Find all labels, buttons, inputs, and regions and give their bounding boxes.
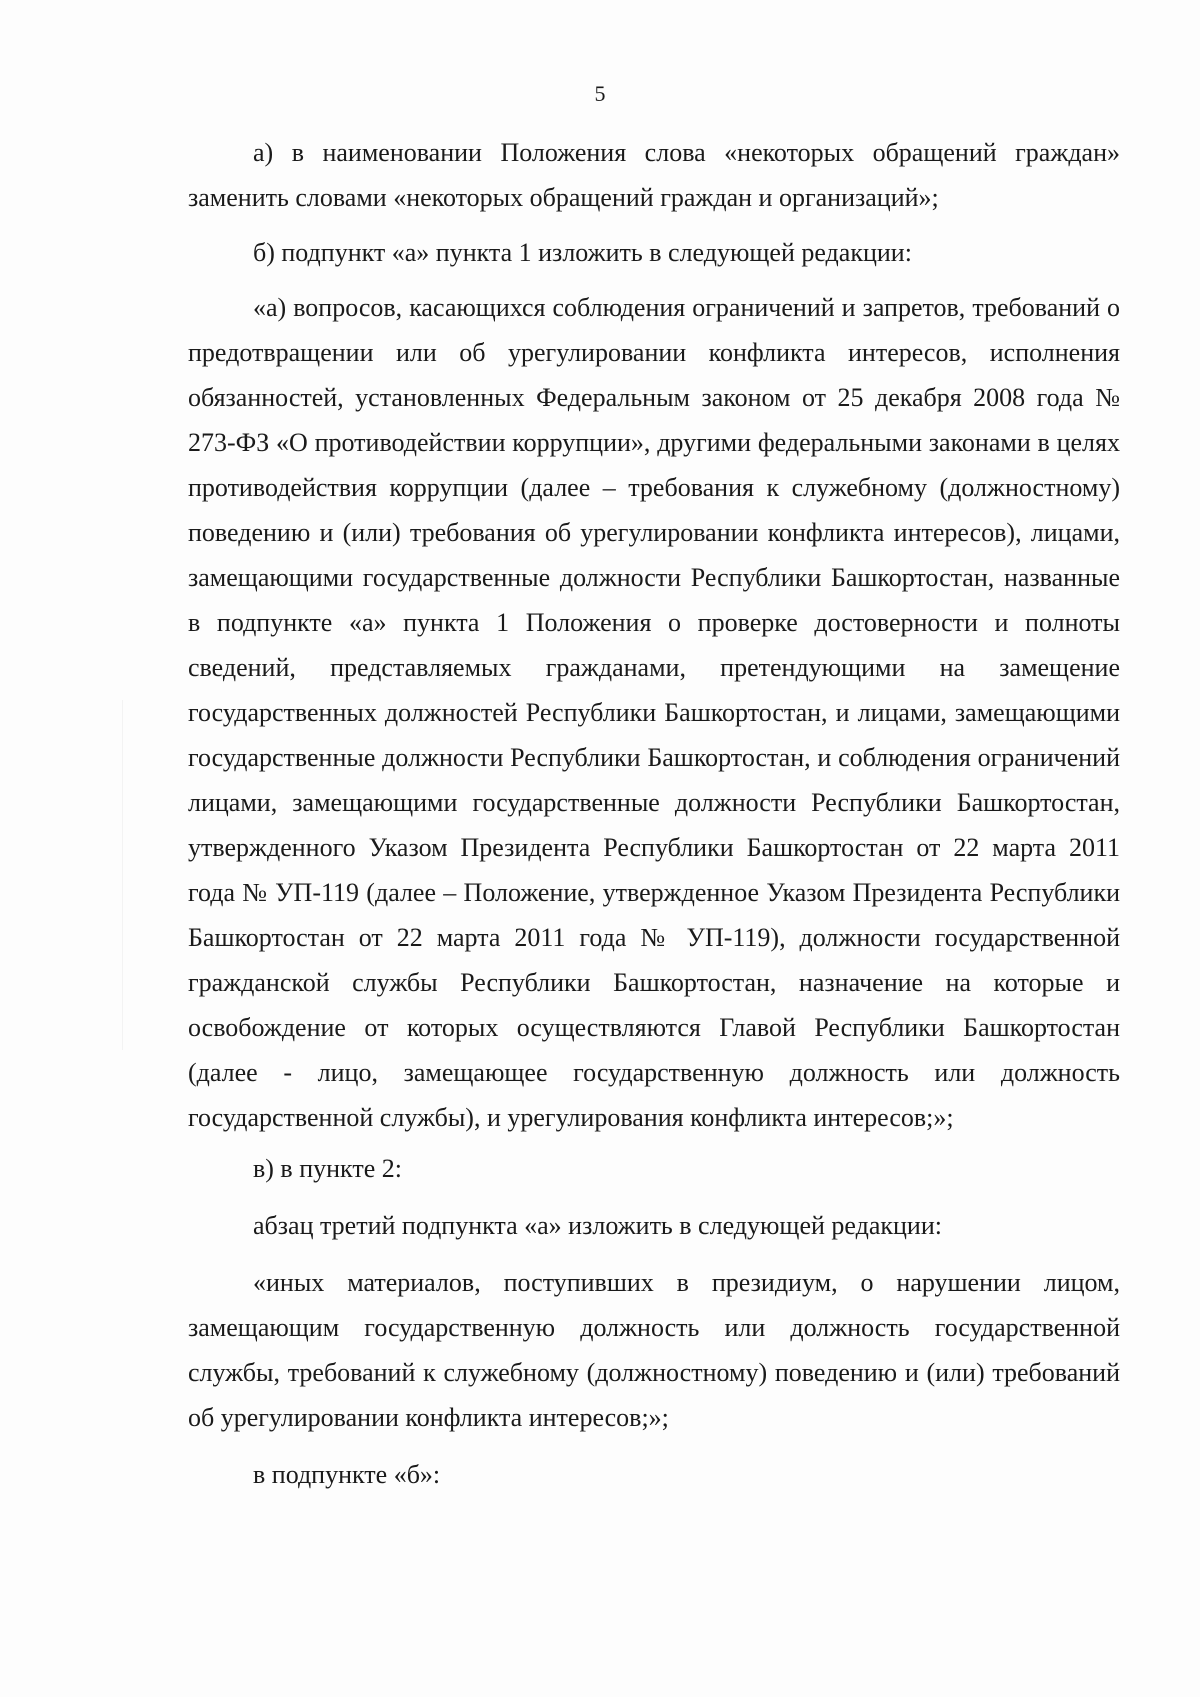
paragraph-quoted-inyh-materialov: «иных материалов, поступивших в президиум, о нарушении лицом, замещающим государственную должность или должность государственной службы, требований к служебному (должностному) поведению и (или) требований об урегулировании конфликта интересов;»; <box>188 1268 1120 1432</box>
paragraph-item-b: б) подпункт «а» пункта 1 изложить в следующей редакции: <box>253 238 912 267</box>
paragraph-v-podpunkte-b: в подпункте «б»: <box>253 1460 441 1489</box>
paragraph-abzac-tretiy: абзац третий подпункта «а» изложить в следующей редакции: <box>253 1211 942 1240</box>
page-number: 5 <box>594 81 606 106</box>
paragraph-quoted-subitem-a: «а) вопросов, касающихся соблюдения ограничений и запретов, требований о предотвращении или об урегулировании конфликта интересов, исполнения обязанностей, установленных Федеральным законом от 25 декабря 2008 года № 273-ФЗ «О противодействии коррупции», другими федеральными законами в целях противодействия коррупции (далее – требования к служебному (должностному) поведению и (или) требования об урегулировании конфликта интересов), лицами, замещающими государственные должности Республики Башкортостан, названные в подпункте «а» пункта 1 Положения о проверке достоверности и полноты сведений, представляемых гражданами, претендующими на замещение государственных должностей Республики Башкортостан, и лицами, замещающими государственные должности Республики Башкортостан, и соблюдения ограничений лицами, замещающими государственные должности Республики Башкортостан, утвержденного Указом Президента Республики Башкортостан от 22 марта 2011 года № УП-119 (далее – Положение, утвержденное Указом Президента Республики Башкортостан от 22 марта 2011 года № УП-119), должности государственной гражданской службы Республики Башкортостан, назначение на которые и освобождение от которых осуществляются Главой Республики Башкортостан (далее - лицо, замещающее государственную должность или должность государственной службы), и урегулирования конфликта интересов;»; <box>188 293 1120 1132</box>
document-body <box>188 130 1120 1497</box>
paragraph-item-v: в) в пункте 2: <box>253 1154 402 1183</box>
paragraph-item-a: а) в наименовании Положения слова «некоторых обращений граждан» заменить словами «некоторых обращений граждан и организаций»; <box>188 138 1120 212</box>
scan-margin-shadow <box>122 700 123 1050</box>
